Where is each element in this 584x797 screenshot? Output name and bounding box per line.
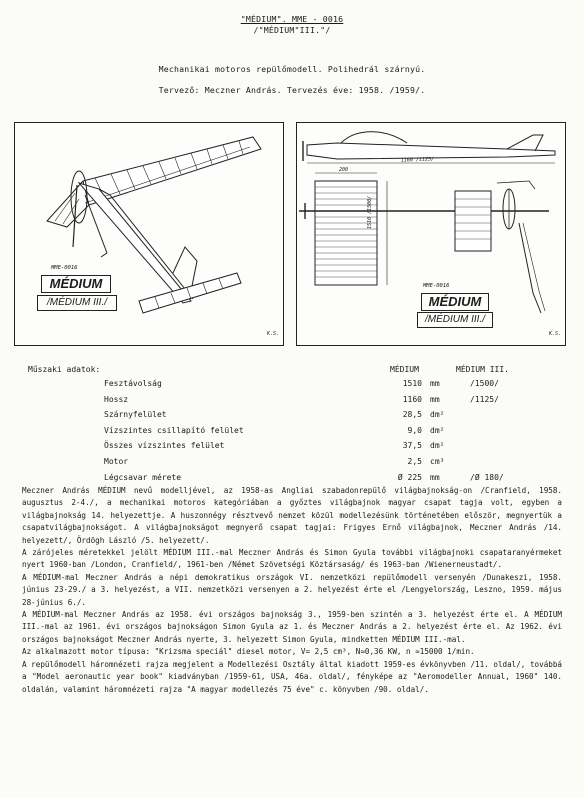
spec-unit: mm — [430, 379, 440, 388]
body-text — [22, 485, 562, 696]
spec-label: Fesztávolság — [104, 379, 162, 388]
spec-unit: cm³ — [430, 457, 445, 466]
perspective-sketch — [15, 123, 283, 345]
paragraph: A repülőmodell háromnézeti rajza megjelent a Modellezési Osztály által kiadott 1959-es évkönyvben /11. oldal/, továbbá a "Model aeronautic year book" kiadványban /1959-61, USA, 46a. oldal/, fényképe az "Aeromodeller Annual, 1960" 140. oldalán, valamint háromnézeti rajza "A magyar modellezés 75 éve" c. könyvben /90. oldal/. — [22, 659, 562, 694]
paragraph: Az alkalmazott motor típusa: "Krizsma speciál" diesel motor, V= 2,5 cm³, N≈0,36 KW, n ≈15000 1/min. — [22, 647, 475, 657]
spec-value-medium: 1510 — [402, 379, 422, 388]
spec-label: Motor — [104, 457, 129, 466]
dim-chord: 200 — [339, 167, 349, 173]
spec-value-medium: 28,5 — [402, 410, 422, 420]
designer-line: Tervező: Meczner András. Tervezés éve: 1958. /1959/. — [158, 85, 426, 95]
spec-value-medium: 2,5 — [407, 457, 422, 466]
spec-label: Szárnyfelület — [104, 410, 167, 420]
spec-value-medium3: /Ø 180/ — [470, 472, 504, 482]
spec-value-medium: 1160 — [402, 394, 422, 404]
figure2-name2-box: /MÉDIUM III./ — [417, 312, 493, 328]
perspective-drawing — [14, 122, 284, 346]
spec-label: Légcsavar mérete — [104, 472, 182, 482]
spec-label: Vízszintes csillapító felület — [104, 425, 244, 435]
spec-value-medium: Ø 225 — [397, 472, 422, 482]
spec-unit: dm² — [430, 441, 445, 451]
specs-col-medium3: MÉDIUM III. — [456, 365, 509, 374]
spec-label: Összes vízszintes felület — [104, 441, 225, 451]
figure1-name-box: MÉDIUM — [41, 275, 111, 293]
three-view-drawing — [296, 122, 566, 346]
spec-value-medium: 9,0 — [407, 425, 422, 435]
spec-unit: mm — [430, 394, 440, 404]
paragraph: A MÉDIUM-mal Meczner András az 1958. évi országos bajnokság 3., 1959-ben szintén a 3. helyezést érte el. A MÉDIUM III.-mal az 1961. évi országos bajnokságon Simon Gyula az 1. és Meczner András a 2. helyezést érte el. Az 1962. évi országos bajnokságot Meczner András nyerte, 3. helyezett Simon Gyula, mindketten MÉDIUM III.-mal. — [22, 610, 562, 644]
specs-title: Műszaki adatok: — [28, 365, 101, 374]
spec-unit: mm — [430, 472, 440, 482]
figure1-name2-box: /MÉDIUM III./ — [37, 295, 117, 311]
spec-unit: dm² — [430, 425, 445, 435]
spec-value-medium3: /1125/ — [470, 394, 499, 404]
figure1-code: MME-0016 — [51, 265, 78, 271]
document-subtitle: Mechanikai motoros repülőmodell. Polihedrál szárnyú. — [158, 64, 426, 74]
figure1-signature: K.S. — [267, 331, 280, 337]
dim-span: 1510 /1500/ — [367, 195, 373, 229]
spec-value-medium3: /1500/ — [470, 379, 499, 388]
document-subcode: /"MÉDIUM"III."/ — [253, 25, 331, 35]
specs-col-medium: MÉDIUM — [390, 365, 419, 374]
figure2-signature: K.S. — [549, 331, 562, 337]
document-code: "MÉDIUM". MME - 0016 — [240, 14, 344, 24]
dim-length: 1160 /1125/ — [400, 156, 435, 164]
spec-label: Hossz — [104, 394, 129, 404]
figure2-name-box: MÉDIUM — [421, 293, 489, 311]
paragraph: A MÉDIUM-mal Meczner András a népi demokratikus országok VI. nemzetközi repülőmodell versenyén /Dunakeszi, 1958. június 23-29./ a 3. helyezést, a VII. nemzetközi versenyen a 2. helyezést érte el /Lengyelország, Leszno, 1959. május 28-június 6./. — [22, 572, 562, 607]
spec-value-medium: 37,5 — [402, 441, 422, 451]
paragraph: Meczner András MÉDIUM nevű modelljével, az 1958-as Angliai szabadonrepülő világbajnokság-on /Cranfield, 1958. augusztus 2-4./, a mechanikai motoros kategóriában a győztes világbajnok magyar csapat tagja volt, egyben a világbajnokság 14. helyezettje. A huszonnégy résztvevő nemzet közül modellezésünk történetében először, megnyertük a csapatvilágbajnokságot. A világbajnokságot megnyerő csapat tagjai: Frigyes Ernő világbajnok, Meczner András /14. helyezett/, Ördögh László /5. helyezett/. — [22, 486, 562, 545]
figure2-code: MME-0016 — [423, 283, 450, 289]
paragraph: A zárójeles méretekkel jelölt MÉDIUM III.-mal Meczner András és Simon Gyula további világbajnoki csapataranyérmeket nyert 1960-ban /London, Cranfield/, 1961-ben /Német Szövetségi Köztársaság/ és 1963-ban /Wienerneustadt/. — [22, 548, 562, 570]
spec-unit: dm² — [430, 410, 445, 420]
